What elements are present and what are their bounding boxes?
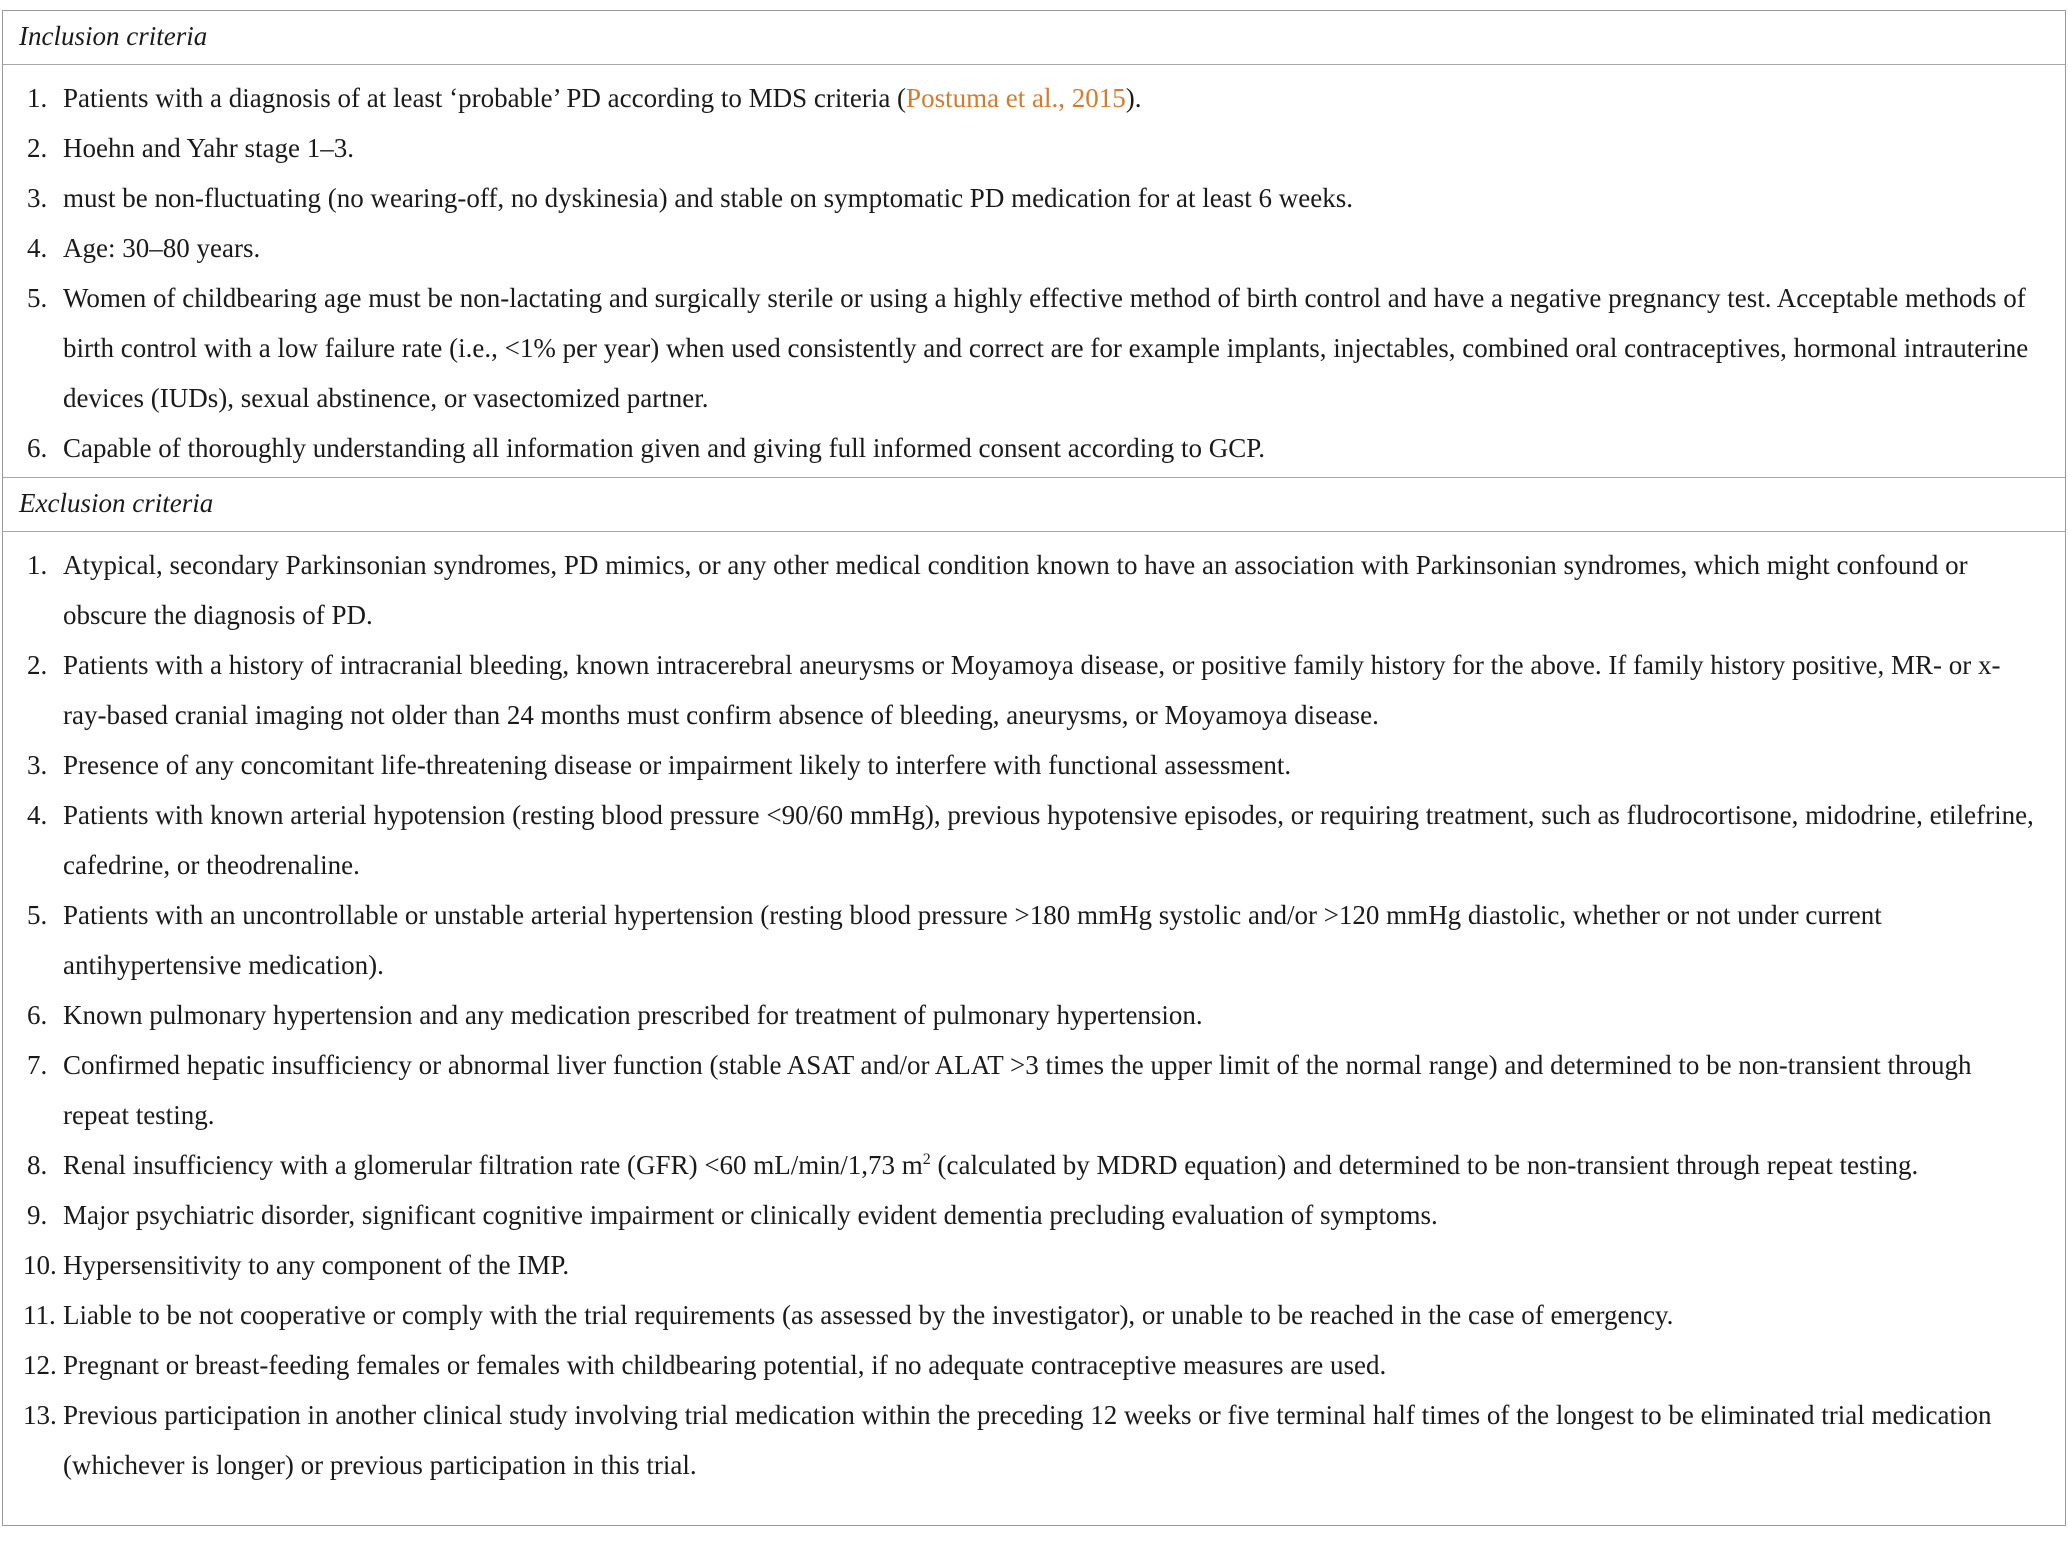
item-number: 5. — [27, 900, 48, 930]
inclusion-list — [3, 65, 2065, 477]
item-number: 13. — [23, 1400, 57, 1430]
item-text: Capable of thoroughly understanding all information given and giving full informed consent according to GCP. — [63, 433, 1266, 463]
item-number: 12. — [23, 1350, 57, 1380]
item-text: Patients with a diagnosis of at least ‘probable’ PD according to MDS criteria (Postuma et al., 2015). — [63, 83, 1142, 113]
item-text: Known pulmonary hypertension and any medication prescribed for treatment of pulmonary hypertension. — [63, 1000, 1203, 1030]
item-text: Patients with an uncontrollable or unstable arterial hypertension (resting blood pressure >180 mmHg systolic and/or >120 mmHg diastolic, whether or not under current antihypertensive medication). — [63, 900, 1882, 980]
list-item — [3, 273, 2065, 423]
list-item — [3, 123, 2065, 173]
item-number: 11. — [23, 1300, 56, 1330]
list-item — [3, 423, 2065, 473]
item-text: Women of childbearing age must be non-lactating and surgically sterile or using a highly effective method of birth control and have a negative pregnancy test. Acceptable methods of birth control with a low failure rate (i.e., <1% per year) when used consistently and correct are for example implants, injectables, combined oral contraceptives, hormonal intrauterine devices (IUDs), sexual abstinence, or vasectomized partner. — [63, 283, 2029, 413]
list-item — [3, 1240, 2065, 1290]
item-text: Hypersensitivity to any component of the IMP. — [63, 1250, 570, 1280]
list-item — [3, 990, 2065, 1040]
list-item — [3, 890, 2065, 990]
item-number: 6. — [27, 433, 48, 463]
item-text: Atypical, secondary Parkinsonian syndromes, PD mimics, or any other medical condition known to have an association with Parkinsonian syndromes, which might confound or obscure the diagnosis of PD. — [63, 550, 1968, 630]
item-number: 2. — [27, 133, 48, 163]
item-text: Liable to be not cooperative or comply with the trial requirements (as assessed by the investigator), or unable to be reached in the case of emergency. — [63, 1300, 1674, 1330]
criteria-table — [2, 10, 2066, 1526]
item-number: 8. — [27, 1150, 48, 1180]
list-item — [3, 173, 2065, 223]
item-text: Renal insufficiency with a glomerular filtration rate (GFR) <60 mL/min/1,73 $m^2$ (calculated by MDRD equation) and determined to be non-transient through repeat testing. — [63, 1150, 1919, 1180]
item-number: 1. — [27, 83, 48, 113]
list-item — [3, 223, 2065, 273]
list-item — [3, 1140, 2065, 1190]
list-item — [3, 1390, 2065, 1490]
superscript: 2 — [922, 1151, 931, 1168]
item-text: Patients with a history of intracranial bleeding, known intracerebral aneurysms or Moyamoya disease, or positive family history for the above. If family history positive, MR- or x-ray-based cranial imaging not older than 24 months must confirm absence of bleeding, aneurysms, or Moyamoya disease. — [63, 650, 2001, 730]
item-number: 4. — [27, 800, 48, 830]
item-number: 5. — [27, 283, 48, 313]
exclusion-list — [3, 532, 2065, 1494]
list-item — [3, 540, 2065, 640]
item-text: Hoehn and Yahr stage 1–3. — [63, 133, 354, 163]
item-text: Pregnant or breast-feeding females or females with childbearing potential, if no adequate contraceptive measures are used. — [63, 1350, 1387, 1380]
citation-link[interactable]: Postuma et al., 2015 — [906, 83, 1126, 113]
list-item — [3, 740, 2065, 790]
list-item — [3, 1290, 2065, 1340]
item-number: 6. — [27, 1000, 48, 1030]
item-text: Previous participation in another clinical study involving trial medication within the preceding 12 weeks or five terminal half times of the longest to be eliminated trial medication (whichever is longer) or previous participation in this trial. — [63, 1400, 1992, 1480]
list-item — [3, 640, 2065, 740]
list-item — [3, 73, 2065, 123]
item-text: Major psychiatric disorder, significant cognitive impairment or clinically evident dementia precluding evaluation of symptoms. — [63, 1200, 1438, 1230]
list-item — [3, 1040, 2065, 1140]
item-text: Confirmed hepatic insufficiency or abnormal liver function (stable ASAT and/or ALAT >3 times the upper limit of the normal range) and determined to be non-transient through repeat testing. — [63, 1050, 1972, 1130]
list-item — [3, 790, 2065, 890]
item-number: 3. — [27, 750, 48, 780]
item-number: 4. — [27, 233, 48, 263]
item-text: Age: 30–80 years. — [63, 233, 261, 263]
item-number: 1. — [27, 550, 48, 580]
item-number: 7. — [27, 1050, 48, 1080]
item-number: 3. — [27, 183, 48, 213]
item-number: 2. — [27, 650, 48, 680]
item-number: 9. — [27, 1200, 48, 1230]
inclusion-header: Inclusion criteria — [3, 11, 2065, 65]
list-item — [3, 1190, 2065, 1240]
list-item — [3, 1340, 2065, 1390]
item-text: must be non-fluctuating (no wearing-off, no dyskinesia) and stable on symptomatic PD medication for at least 6 weeks. — [63, 183, 1353, 213]
item-text: Presence of any concomitant life-threatening disease or impairment likely to interfere with functional assessment. — [63, 750, 1292, 780]
item-number: 10. — [23, 1250, 57, 1280]
item-text: Patients with known arterial hypotension (resting blood pressure <90/60 mmHg), previous hypotensive episodes, or requiring treatment, such as fludrocortisone, midodrine, etilefrine, cafedrine, or theodrenaline. — [63, 800, 2034, 880]
exclusion-header: Exclusion criteria — [3, 477, 2065, 532]
